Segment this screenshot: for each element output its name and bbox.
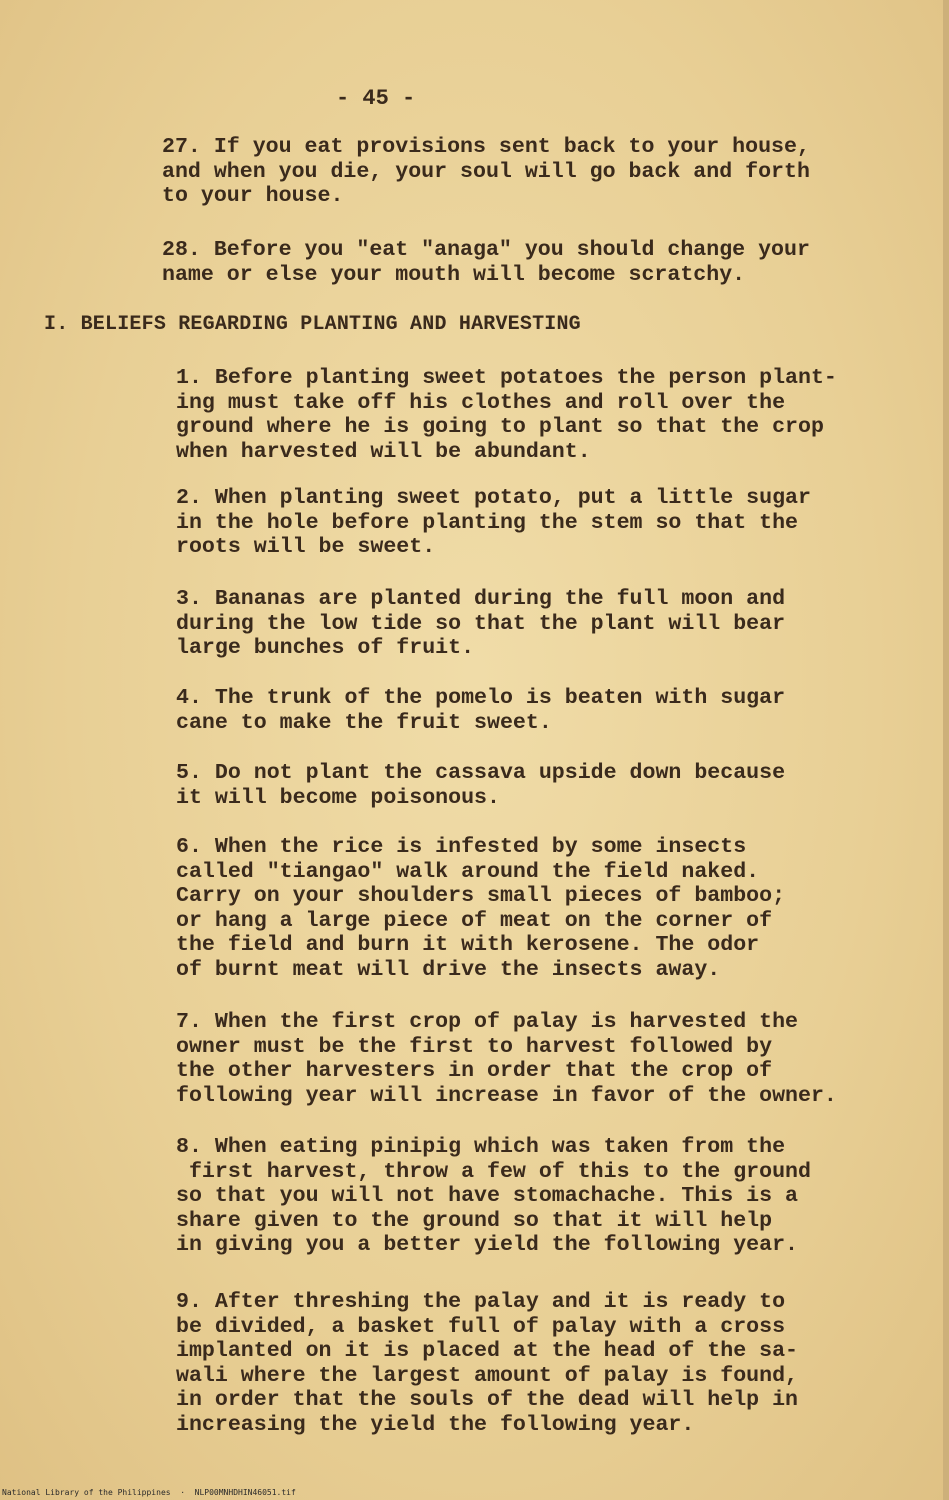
belief-item-2: 2. When planting sweet potato, put a little sugar in the hole before planting the stem so that the roots will be sweet. — [176, 486, 811, 559]
belief-item-9: 9. After threshing the palay and it is ready to be divided, a basket full of palay with a cross implanted on it is placed at the head of the sa- wali where the largest amount of palay is found, in order that the souls of the dead will help in increasing the yield the following year. — [176, 1290, 799, 1437]
belief-item-4: 4. The trunk of the pomelo is beaten with sugar cane to make the fruit sweet. — [176, 686, 786, 735]
archive-footer: National Library of the Philippines · NLP00MNHDHIN46051.tif — [2, 1488, 296, 1497]
belief-item-3: 3. Bananas are planted during the full moon and during the low tide so that the plant will bear large bunches of fruit. — [176, 587, 786, 660]
page-edge — [943, 0, 949, 1500]
section-heading: I. BELIEFS REGARDING PLANTING AND HARVESTING — [44, 313, 581, 336]
belief-item-6: 6. When the rice is infested by some insects called "tiangao" walk around the field naked. Carry on your shoulders small pieces of bamboo; or hang a large piece of meat on the corner of the field and burn it with kerosene. The odor of burnt meat will drive the insects away. — [176, 835, 786, 982]
belief-item-5: 5. Do not plant the cassava upside down because it will become poisonous. — [176, 761, 786, 810]
belief-item-27: 27. If you eat provisions sent back to your house, and when you die, your soul will go back and forth to your house. — [162, 135, 810, 208]
belief-item-7: 7. When the first crop of palay is harvested the owner must be the first to harvest followed by the other harvesters in order that the crop of following year will increase in favor of the owner. — [176, 1010, 837, 1108]
belief-item-8: 8. When eating pinipig which was taken from the first harvest, throw a few of this to the ground so that you will not have stomachache. This is a share given to the ground so that it will help in giving you a better yield the following year. — [176, 1135, 811, 1257]
page-number: - 45 - — [336, 86, 416, 111]
belief-item-1: 1. Before planting sweet potatoes the person plant- ing must take off his clothes and roll over the ground where he is going to plant so that the crop when harvested will be abundant. — [176, 366, 837, 464]
belief-item-28: 28. Before you "eat "anaga" you should change your name or else your mouth will become scratchy. — [162, 238, 810, 287]
